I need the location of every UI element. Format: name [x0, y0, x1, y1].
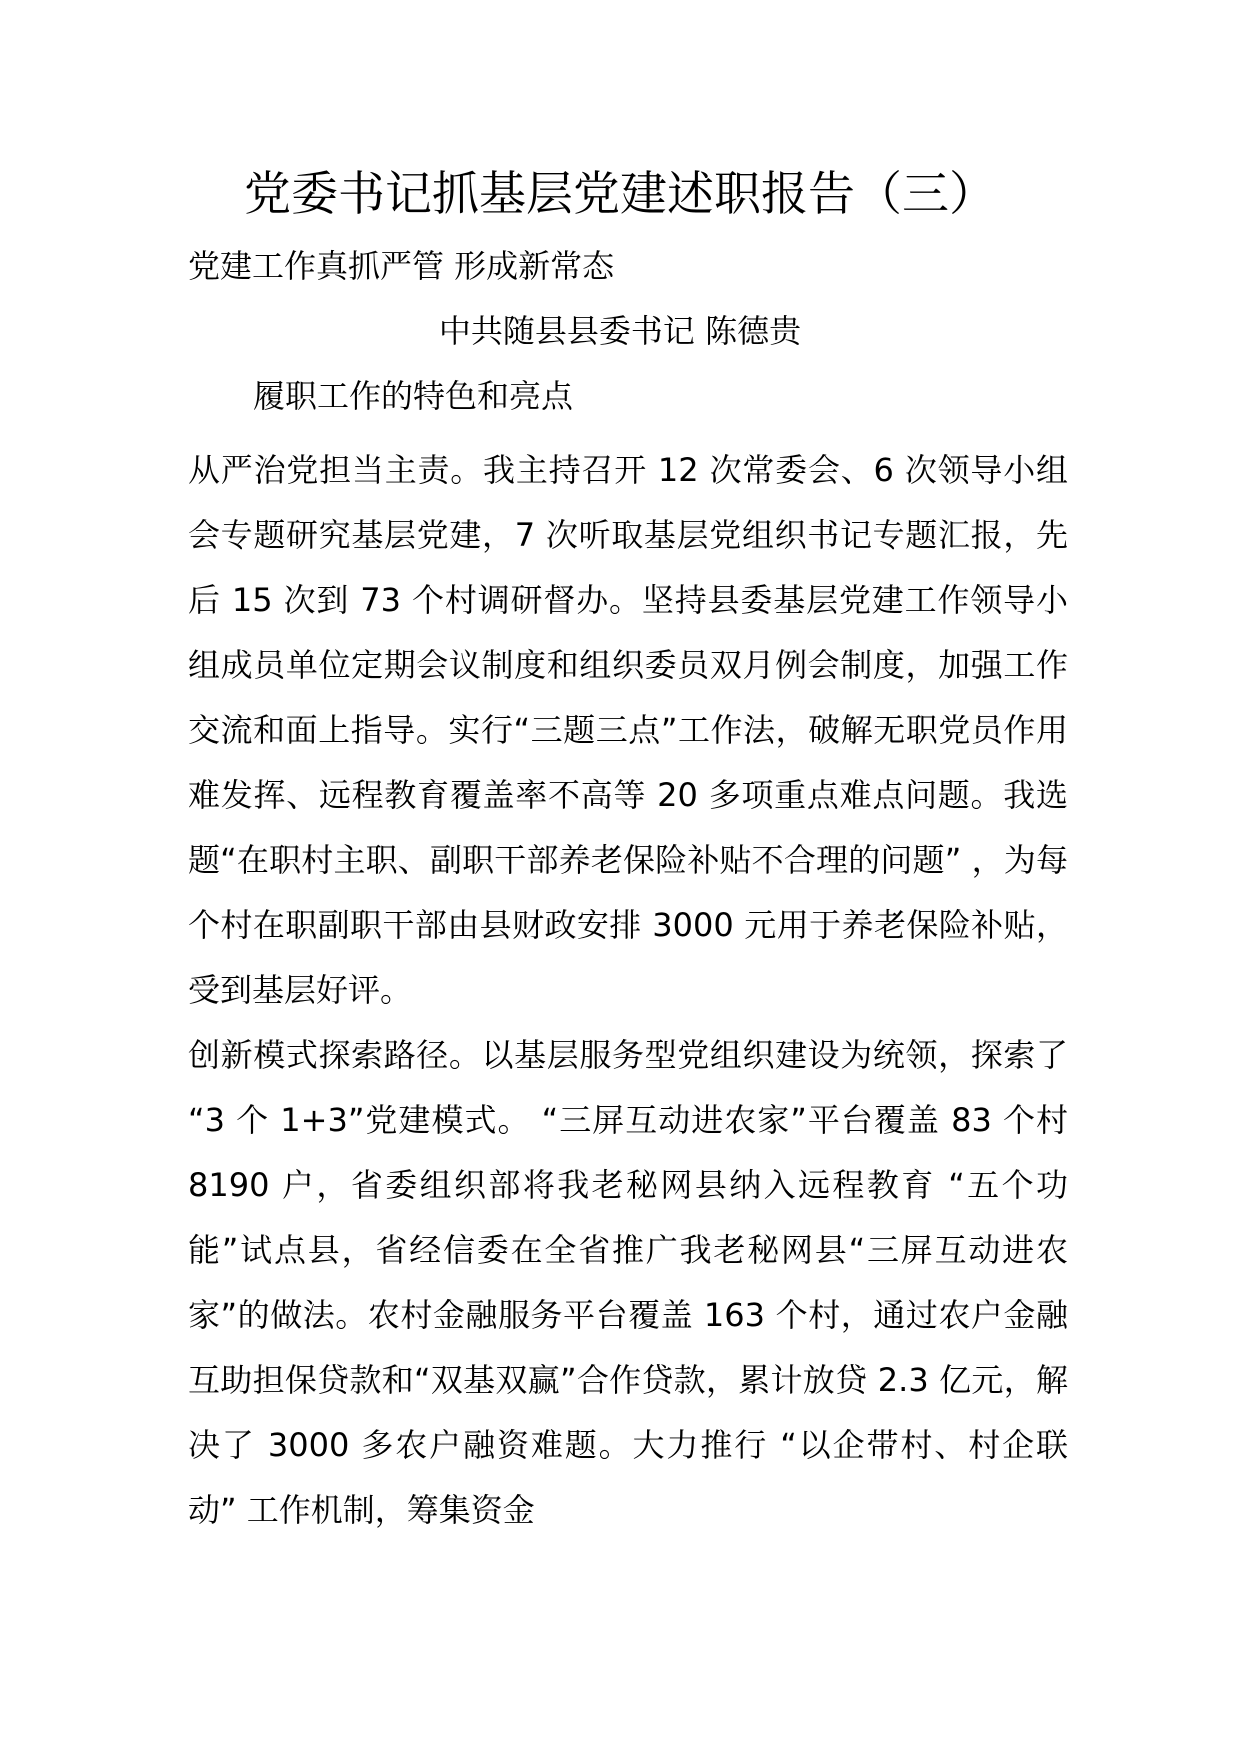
paragraph-innovation: 创新模式探索路径。以基层服务型党组织建设为统领，探索了 “3 个 1+3”党建模式。 “三屏互动进农家”平台覆盖 83 个村 8190 户，省委组织部将我老秘网县纳入远程教育 “五个功能”试点县，省经信委在全省推广我老秘网县“三屏互动进农家”的做法。农村金融服务平台覆盖 163 个村，通过农户金融互助担保贷款和“双基双赢”合作贷款，累计放贷 2.3 亿元，解决了 3000 多农户融资难题。大力推行 “以企带村、村企联动” 工作机制，筹集资金	[188, 1036, 1068, 1529]
paragraph-strict-governance: 从严治党担当主责。我主持召开 12 次常委会、6 次领导小组会专题研究基层党建，7 次听取基层党组织书记专题汇报，先后 15 次到 73 个村调研督办。坚持县委基层党建工作领导小组成员单位定期会议制度和组织委员双月例会制度，加强工作交流和面上指导。实行“三题三点”工作法，破解无职党员作用难发挥、远程教育覆盖率不高等 20 多项重点难点问题。我选题“在职村主职、副职干部养老保险补贴不合理的问题” ，为每个村在职副职干部由县财政安排 3000 元用于养老保险补贴，受到基层好评。	[188, 451, 1068, 1009]
document-subtitle: 党建工作真抓严管 形成新常态	[188, 247, 615, 285]
body-text	[188, 438, 1068, 1543]
section-heading: 履职工作的特色和亮点	[253, 377, 574, 415]
document-title: 党委书记抓基层党建述职报告（三）	[244, 167, 996, 222]
author-line: 中共随县县委书记 陈德贵	[438, 312, 802, 350]
